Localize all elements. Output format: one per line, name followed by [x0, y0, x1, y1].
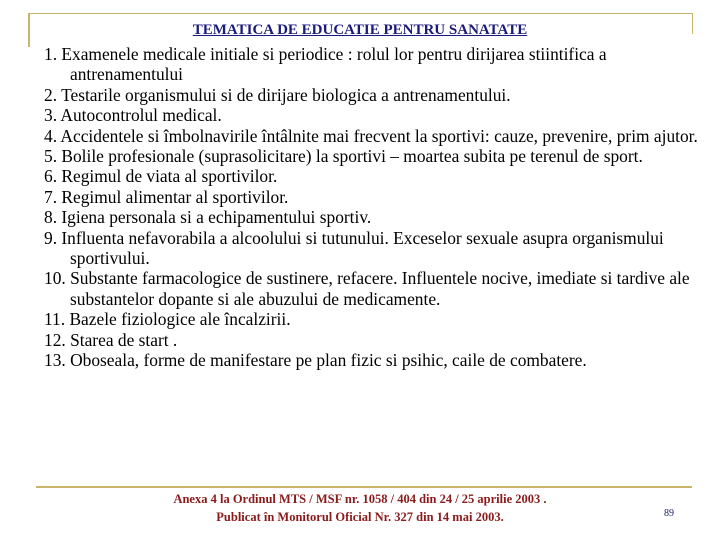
footer-line-2: Publicat în Monitorul Oficial Nr. 327 din 14 mai 2003.	[216, 510, 504, 524]
page-title: TEMATICA DE EDUCATIE PENTRU SANATATE	[192, 22, 528, 38]
list-item: 9. Influenta nefavorabila a alcoolului si tutunului. Exceselor sexuale asupra organismului sportivului.	[44, 227, 664, 269]
list-item: 13. Oboseala, forme de manifestare pe plan fizic si psihic, caile de combatere.	[44, 350, 587, 371]
list-item: 11. Bazele fiziologice ale încalzirii.	[44, 309, 291, 330]
list-item: 3. Autocontrolul medical.	[44, 105, 222, 126]
list-item: 12. Starea de start .	[44, 329, 178, 350]
footer-line-1: Anexa 4 la Ordinul MTS / MSF nr. 1058 / 404 din 24 / 25 aprilie 2003 .	[173, 492, 547, 506]
list-item: 1. Examenele medicale initiale si periodice : rolul lor pentru dirijarea stiintifica a antrenamentului	[44, 44, 607, 85]
list-item: 6. Regimul de viata al sportivilor.	[44, 166, 278, 187]
page-number: 89	[664, 508, 674, 519]
footer-rule	[36, 486, 692, 488]
list-item: 7. Regimul alimentar al sportivilor.	[44, 186, 289, 207]
list-item: 5. Bolile profesionale (suprasolicitare) la sportivi – moartea subita pe terenul de sport.	[44, 146, 643, 167]
list-item: 4. Accidentele si îmbolnavirile întâlnite mai frecvent la sportivi: cauze, prevenire, prim ajutor.	[44, 125, 698, 146]
topic-list	[44, 44, 712, 371]
footer	[0, 490, 720, 526]
list-item: 10. Substante farmacologice de sustinere, refacere. Influentele nocive, imediate si tardive ale substantelor dopante si ale abuzului de medicamente.	[44, 268, 690, 309]
list-item: 8. Igiena personala si a echipamentului sportiv.	[44, 207, 372, 228]
list-item: 2. Testarile organismului si de dirijare biologica a antrenamentului.	[44, 84, 511, 105]
